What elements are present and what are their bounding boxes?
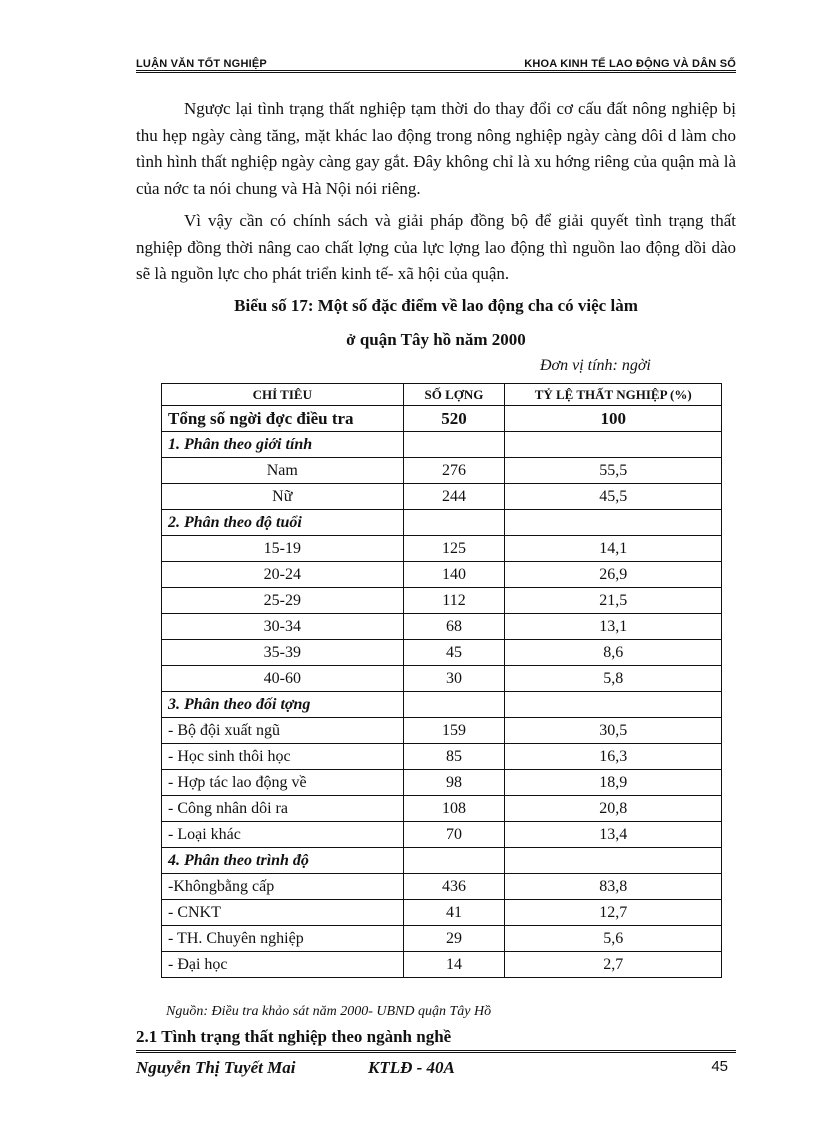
group-title: 1. Phân theo giới tính (162, 432, 404, 458)
page-footer (136, 1058, 736, 1080)
table-row (162, 484, 722, 510)
row-rate: 16,3 (505, 744, 722, 770)
row-label: 35-39 (162, 640, 404, 666)
total-row (162, 406, 722, 432)
paragraph-2: Vì vậy cần có chính sách và giải pháp đồng bộ để giải quyết tình trạng thất nghiệp đồng thời nâng cao chất lợng của lực lợng lao động thì nguồn lao động dồi dào sẽ là nguồn lực cho phát triển kinh tế- xã hội của quận. (136, 211, 736, 283)
table-header-row (162, 384, 722, 406)
row-rate: 5,6 (505, 926, 722, 952)
total-count: 520 (403, 406, 505, 432)
row-rate: 55,5 (505, 458, 722, 484)
table-row (162, 666, 722, 692)
row-label: - Công nhân dôi ra (162, 796, 404, 822)
row-rate: 13,4 (505, 822, 722, 848)
row-rate: 18,9 (505, 770, 722, 796)
group-header-row (162, 432, 722, 458)
paragraph-1: Ngược lại tình trạng thất nghiệp tạm thời do thay đổi cơ cấu đất nông nghiệp bị thu hẹp ngày càng tăng, mặt khác lao động trong nông nghiệp ngày càng dôi d làm cho tình hình thất nghiệp ngày càng gay gắt. Đây không chỉ là xu hớng riêng của quận mà là của nớc ta nói chung và Hà Nội nói riêng. (136, 99, 736, 198)
row-label: - Loại khác (162, 822, 404, 848)
header-count: SỐ LỢNG (403, 384, 505, 406)
table-row (162, 718, 722, 744)
table-row (162, 458, 722, 484)
row-count: 14 (403, 952, 505, 978)
group-empty-cell (403, 432, 505, 458)
header-indicator: CHỈ TIÊU (162, 384, 404, 406)
footer-divider (136, 1050, 736, 1053)
group-header-row (162, 510, 722, 536)
group-empty-cell (505, 848, 722, 874)
section-heading: 2.1 Tình trạng thất nghiệp theo ngành nghề (136, 1027, 452, 1046)
row-label: - Bộ đội xuất ngũ (162, 718, 404, 744)
header-rate: TỶ LỆ THẤT NGHIỆP (%) (505, 384, 722, 406)
row-label: - TH. Chuyên nghiệp (162, 926, 404, 952)
table-row (162, 744, 722, 770)
row-count: 85 (403, 744, 505, 770)
row-count: 45 (403, 640, 505, 666)
group-header-row (162, 848, 722, 874)
source-note: Nguồn: Điều tra khảo sát năm 2000- UBND quận Tây Hồ (166, 1004, 492, 1019)
row-count: 98 (403, 770, 505, 796)
table-row (162, 952, 722, 978)
total-rate: 100 (505, 406, 722, 432)
row-count: 140 (403, 562, 505, 588)
group-title: 2. Phân theo độ tuổi (162, 510, 404, 536)
group-empty-cell (505, 692, 722, 718)
group-empty-cell (505, 432, 722, 458)
row-count: 29 (403, 926, 505, 952)
row-count: 125 (403, 536, 505, 562)
row-label: 15-19 (162, 536, 404, 562)
row-count: 112 (403, 588, 505, 614)
labor-statistics-table (161, 383, 722, 978)
header-right-text: KHOA KINH TẾ LAO ĐỘNG VÀ DÂN SỐ (524, 58, 736, 70)
row-count: 436 (403, 874, 505, 900)
row-rate: 45,5 (505, 484, 722, 510)
footer-author: Nguyễn Thị Tuyết Mai (136, 1058, 296, 1077)
total-label: Tổng số ngời đợc điều tra (162, 406, 404, 432)
table-row (162, 796, 722, 822)
row-label: 30-34 (162, 614, 404, 640)
row-rate: 20,8 (505, 796, 722, 822)
table-row (162, 536, 722, 562)
table-row (162, 822, 722, 848)
table-title-line-2: ở quận Tây hồ năm 2000 (346, 330, 526, 349)
row-label: - Học sinh thôi học (162, 744, 404, 770)
row-rate: 8,6 (505, 640, 722, 666)
row-label: -Khôngbằng cấp (162, 874, 404, 900)
row-count: 68 (403, 614, 505, 640)
row-rate: 5,8 (505, 666, 722, 692)
page-number: 45 (711, 1058, 728, 1075)
table-row (162, 640, 722, 666)
group-header-row (162, 692, 722, 718)
row-rate: 12,7 (505, 900, 722, 926)
row-label: Nam (162, 458, 404, 484)
row-count: 108 (403, 796, 505, 822)
header-left-text: LUẬN VĂN TỐT NGHIỆP (136, 58, 267, 70)
row-rate: 2,7 (505, 952, 722, 978)
group-title: 4. Phân theo trình độ (162, 848, 404, 874)
header-divider (136, 70, 736, 73)
row-label: 20-24 (162, 562, 404, 588)
group-title: 3. Phân theo đối tợng (162, 692, 404, 718)
row-label: Nữ (162, 484, 404, 510)
table-row (162, 588, 722, 614)
row-count: 30 (403, 666, 505, 692)
row-count: 244 (403, 484, 505, 510)
footer-class: KTLĐ - 40A (368, 1058, 455, 1077)
row-label: - Đại học (162, 952, 404, 978)
group-empty-cell (403, 848, 505, 874)
row-count: 276 (403, 458, 505, 484)
row-rate: 83,8 (505, 874, 722, 900)
row-count: 70 (403, 822, 505, 848)
row-label: - CNKT (162, 900, 404, 926)
row-label: 40-60 (162, 666, 404, 692)
row-count: 159 (403, 718, 505, 744)
table-row (162, 874, 722, 900)
row-label: - Hợp tác lao động về (162, 770, 404, 796)
unit-note: Đơn vị tính: ngời (540, 357, 651, 374)
row-rate: 30,5 (505, 718, 722, 744)
table-title-line-1: Biểu số 17: Một số đặc điểm về lao động cha có việc làm (234, 296, 638, 315)
table-row (162, 614, 722, 640)
row-rate: 13,1 (505, 614, 722, 640)
table-row (162, 926, 722, 952)
group-empty-cell (505, 510, 722, 536)
table-row (162, 562, 722, 588)
group-empty-cell (403, 510, 505, 536)
row-rate: 14,1 (505, 536, 722, 562)
row-rate: 26,9 (505, 562, 722, 588)
row-label: 25-29 (162, 588, 404, 614)
page-header (136, 52, 736, 70)
table-row (162, 900, 722, 926)
table-row (162, 770, 722, 796)
row-count: 41 (403, 900, 505, 926)
group-empty-cell (403, 692, 505, 718)
row-rate: 21,5 (505, 588, 722, 614)
